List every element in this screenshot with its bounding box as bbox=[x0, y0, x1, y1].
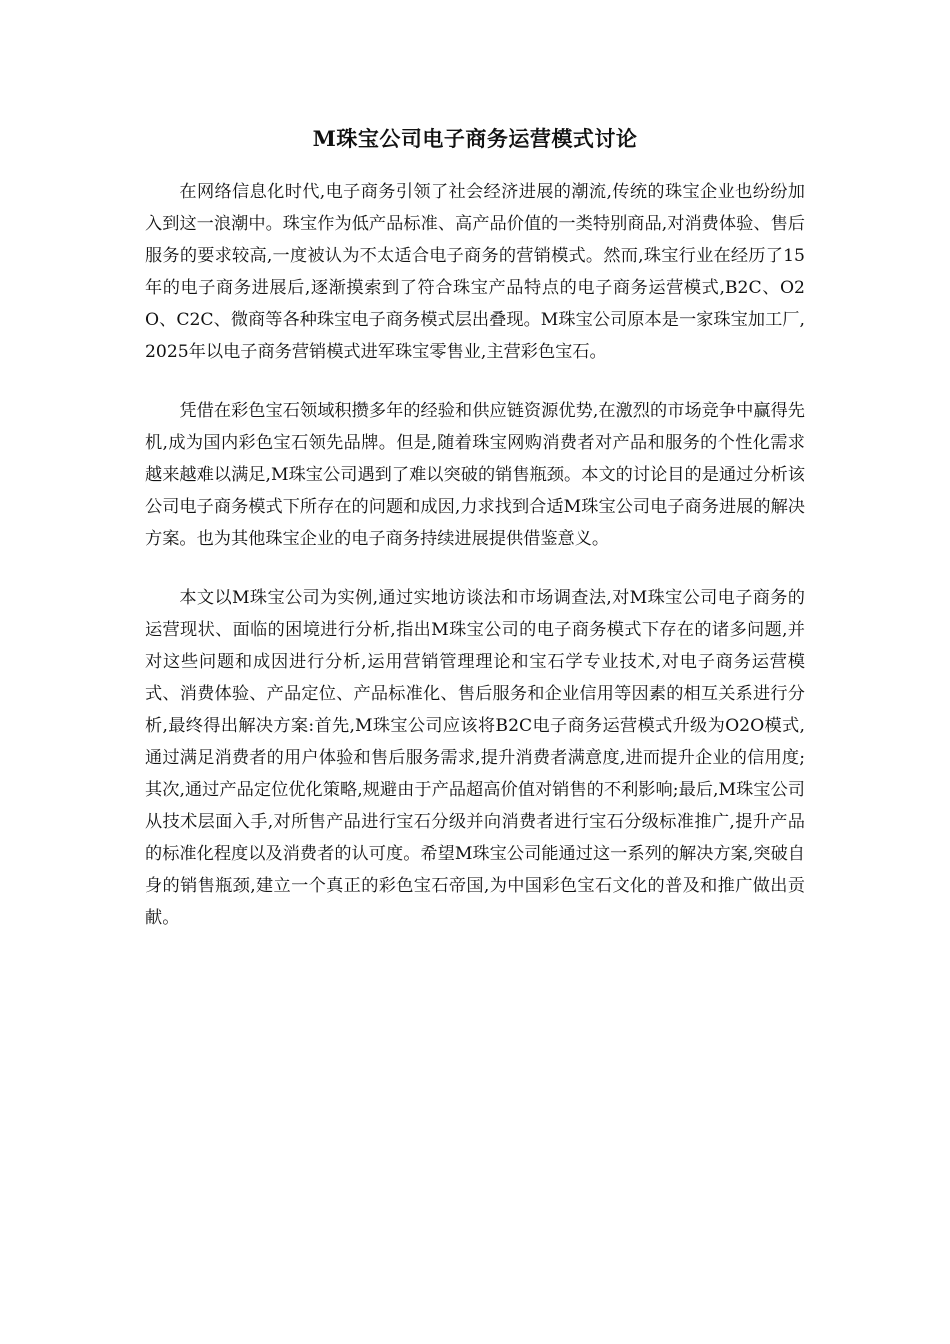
body-paragraph-3: 本文以M珠宝公司为实例,通过实地访谈法和市场调查法,对M珠宝公司电子商务的运营现状、面临的困境进行分析,指出M珠宝公司的电子商务模式下存在的诸多问题,并对这些问题和成因进行分析,运用营销管理理论和宝石学专业技术,对电子商务运营模式、消费体验、产品定位、产品标准化、售后服务和企业信用等因素的相互关系进行分析,最终得出解决方案:首先,M珠宝公司应该将B2C电子商务运营模式升级为O2O模式,通过满足消费者的用户体验和售后服务需求,提升消费者满意度,进而提升企业的信用度;其次,通过产品定位优化策略,规避由于产品超高价值对销售的不利影响;最后,M珠宝公司从技术层面入手,对所售产品进行宝石分级并向消费者进行宝石分级标准推广,提升产品的标准化程度以及消费者的认可度。希望M珠宝公司能通过这一系列的解决方案,突破自身的销售瓶颈,建立一个真正的彩色宝石帝国,为中国彩色宝石文化的普及和推广做出贡献。 bbox=[145, 588, 805, 928]
body-paragraph-1: 在网络信息化时代,电子商务引领了社会经济进展的潮流,传统的珠宝企业也纷纷加入到这一浪潮中。珠宝作为低产品标准、高产品价值的一类特别商品,对消费体验、售后服务的要求较高,一度被认为不太适合电子商务的营销模式。然而,珠宝行业在经历了15年的电子商务进展后,逐渐摸索到了符合珠宝产品特点的电子商务运营模式,B2C、O2O、C2C、微商等各种珠宝电子商务模式层出叠现。M珠宝公司原本是一家珠宝加工厂,2025年以电子商务营销模式进军珠宝零售业,主营彩色宝石。 bbox=[145, 182, 805, 362]
document-title: M珠宝公司电子商务运营模式讨论 bbox=[312, 126, 638, 151]
body-paragraph-2: 凭借在彩色宝石领域积攒多年的经验和供应链资源优势,在激烈的市场竞争中赢得先机,成为国内彩色宝石领先品牌。但是,随着珠宝网购消费者对产品和服务的个性化需求越来越难以满足,M珠宝公司遇到了难以突破的销售瓶颈。本文的讨论目的是通过分析该公司电子商务模式下所存在的问题和成因,力求找到合适M珠宝公司电子商务进展的解决方案。也为其他珠宝企业的电子商务持续进展提供借鉴意义。 bbox=[145, 401, 805, 549]
